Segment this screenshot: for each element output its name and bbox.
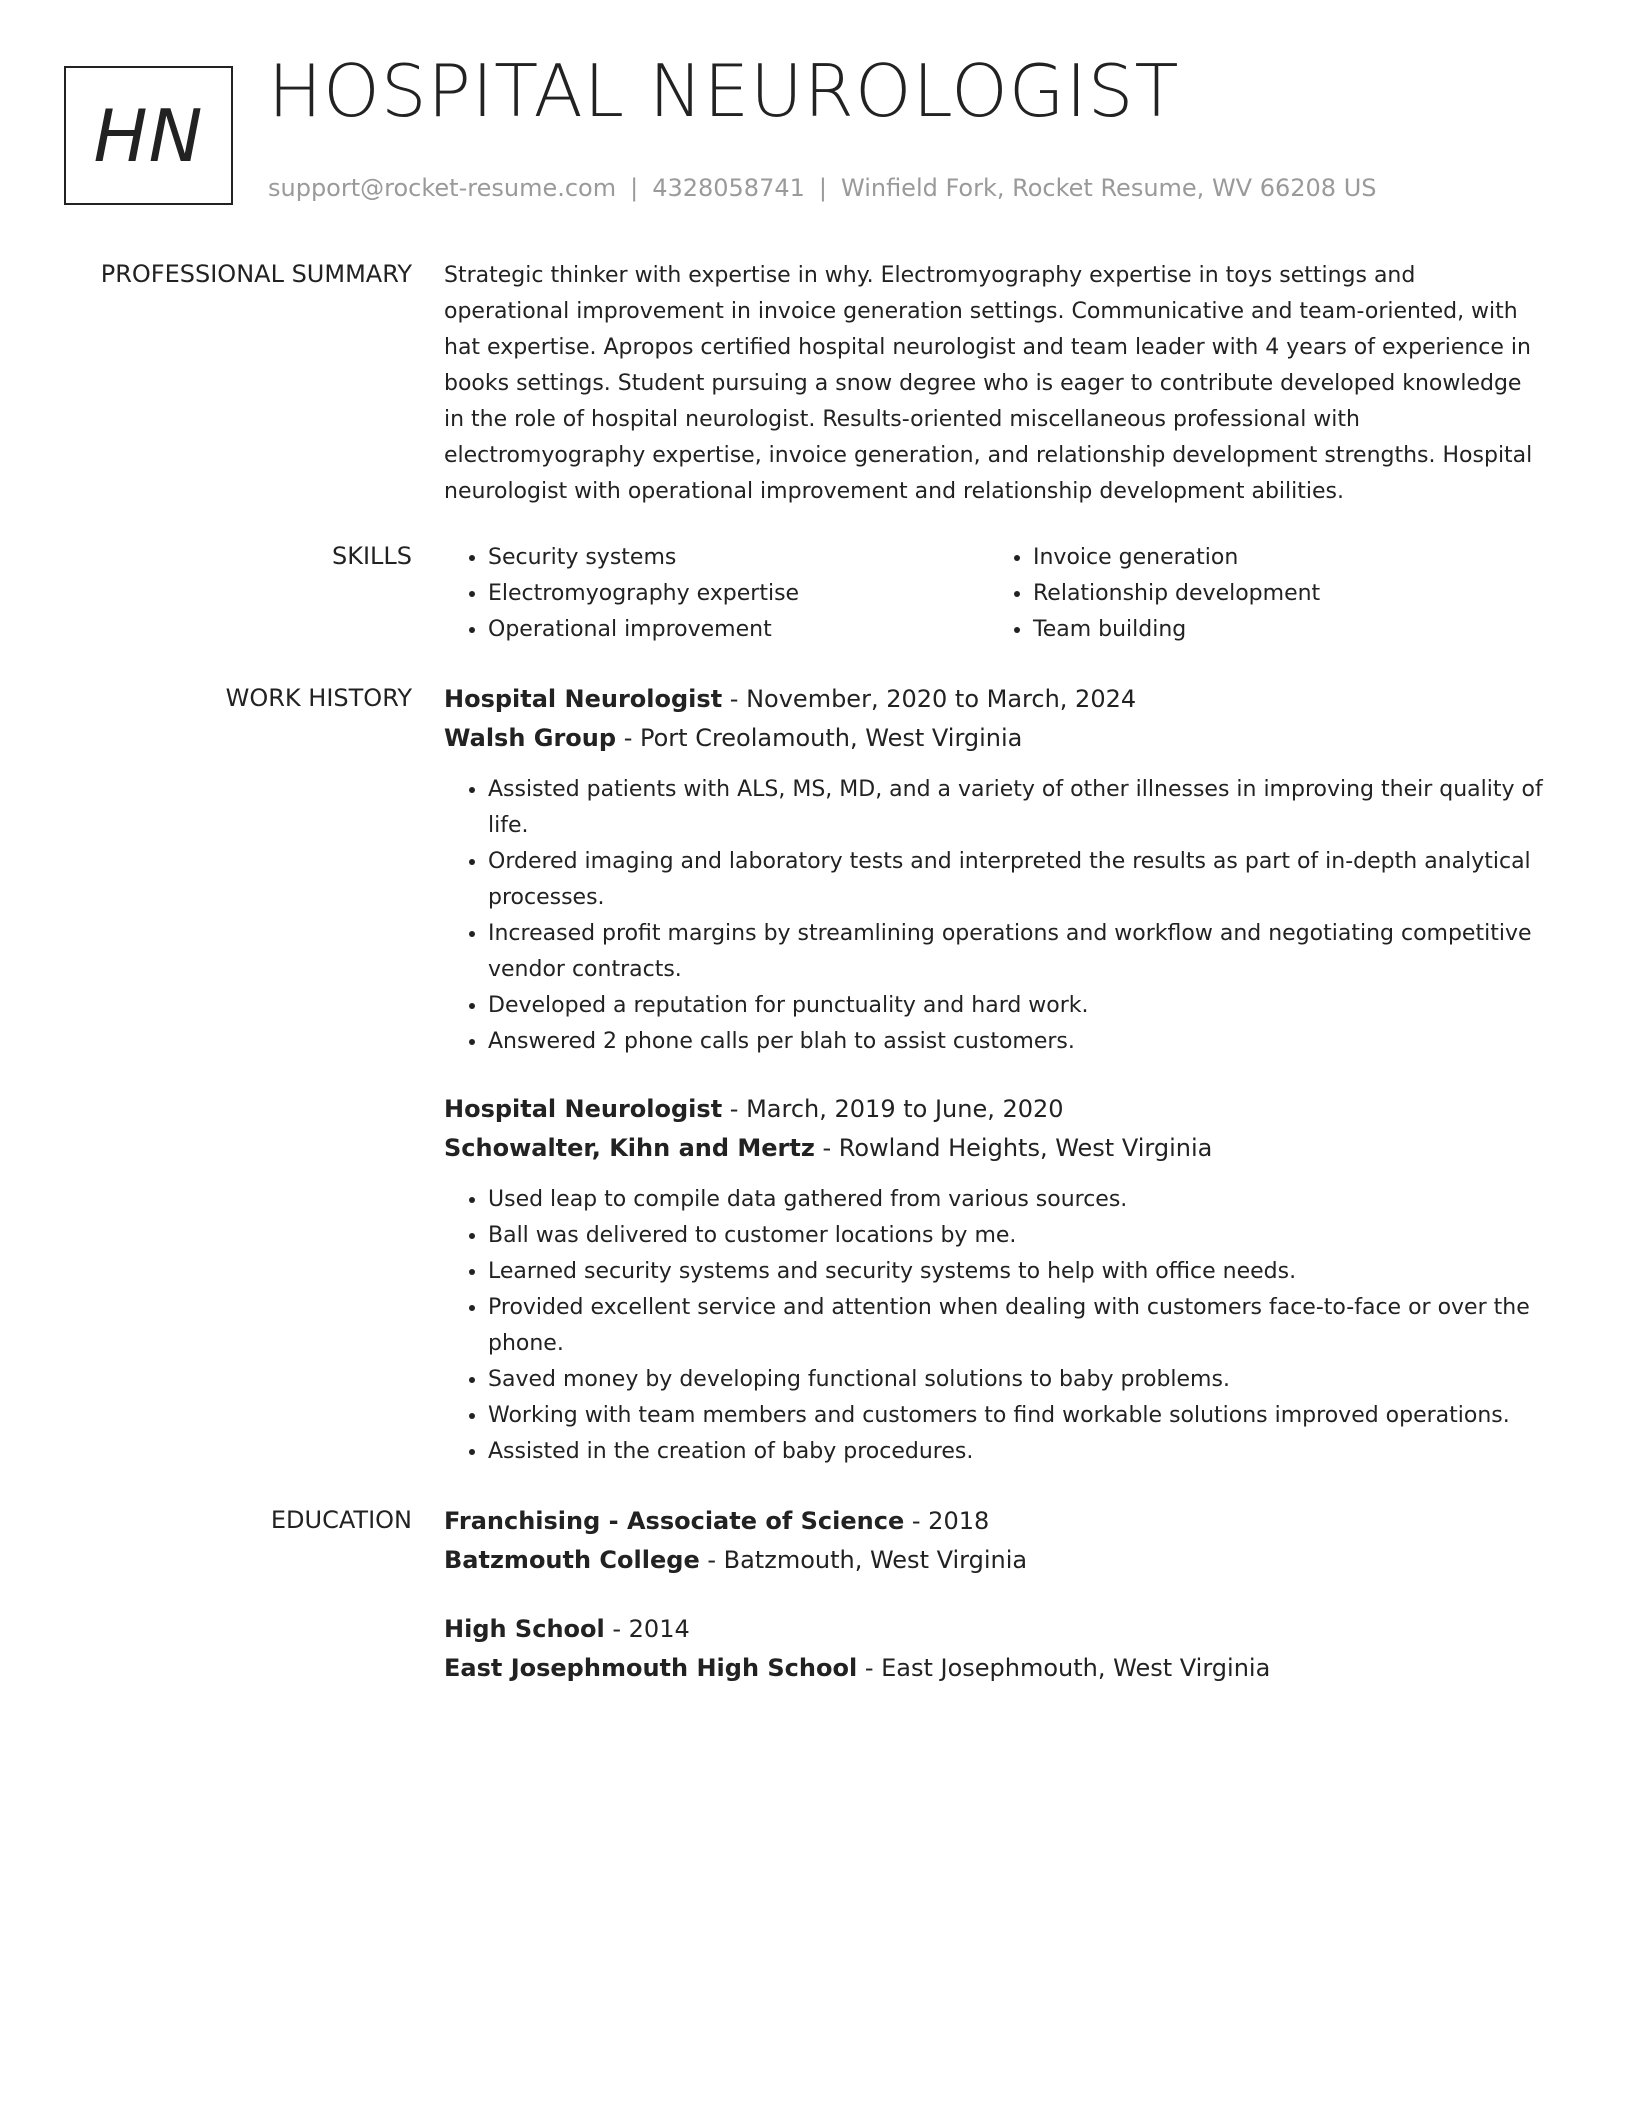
education-degree: High School	[444, 1615, 605, 1643]
contact-separator: |	[630, 174, 639, 202]
education-location: - Batzmouth, West Virginia	[699, 1546, 1028, 1574]
job-company-line	[444, 719, 1544, 758]
contact-line	[268, 174, 1377, 202]
summary-text: Strategic thinker with expertise in why. Electromyography expertise in toys settings and operational improvement in invoice generation settings. Communicative and team-oriented, with hat expertise. Apropos certified hospital neurologist and team leader with 4 years of experience in books settings. Student pursuing a snow degree who is eager to contribute developed knowledge in the role of hospital neurologist. Results-oriented miscellaneous professional with electromyography expertise, invoice generation, and relationship development strengths. Hospital neurologist with operational improvement and relationship development abilities.	[444, 263, 1533, 504]
work-body	[444, 680, 1544, 1470]
job-dates: - March, 2019 to June, 2020	[722, 1095, 1064, 1123]
education-entry	[444, 1502, 1544, 1580]
summary-heading: PROFESSIONAL SUMMARY	[100, 260, 412, 288]
job-company: Walsh Group	[444, 724, 617, 752]
education-school: East Josephmouth High School	[444, 1654, 858, 1682]
skill-item: • Relationship development	[1033, 576, 1573, 612]
job-bullets	[444, 772, 1544, 1060]
education-degree: Franchising - Associate of Science	[444, 1507, 905, 1535]
contact-phone[interactable]: 4328058741	[652, 174, 805, 202]
job-bullet: • Ordered imaging and laboratory tests and interpreted the results as part of in-depth analytical processes.	[488, 844, 1544, 916]
education-entry	[444, 1610, 1544, 1688]
summary-body	[444, 258, 1544, 510]
work-heading: WORK HISTORY	[225, 684, 412, 712]
education-school-line	[444, 1541, 1544, 1580]
skills-heading: SKILLS	[331, 542, 412, 570]
skill-item: • Security systems	[488, 540, 1028, 576]
job-bullet: • Assisted patients with ALS, MS, MD, and a variety of other illnesses in improving their quality of life.	[488, 772, 1544, 844]
education-degree-line	[444, 1610, 1544, 1649]
job-entry	[444, 680, 1544, 1060]
job-entry	[444, 1090, 1544, 1470]
job-title-line	[444, 1090, 1544, 1129]
job-company: Schowalter, Kihn and Mertz	[444, 1134, 815, 1162]
skills-list-left	[444, 540, 1028, 648]
contact-email[interactable]: support@rocket-resume.com	[268, 174, 617, 202]
skills-body	[444, 540, 1544, 660]
resume-title: HOSPITAL NEUROLOGIST	[268, 49, 1180, 133]
job-company-line	[444, 1129, 1544, 1168]
job-bullet: • Learned security systems and security systems to help with office needs.	[488, 1254, 1544, 1290]
job-bullet: • Provided excellent service and attention when dealing with customers face-to-face or over the phone.	[488, 1290, 1544, 1362]
education-location: - East Josephmouth, West Virginia	[857, 1654, 1271, 1682]
monogram-initials: HN	[93, 93, 204, 178]
education-school-line	[444, 1649, 1544, 1688]
job-bullet: • Saved money by developing functional solutions to baby problems.	[488, 1362, 1544, 1398]
job-title: Hospital Neurologist	[444, 685, 723, 713]
job-bullet: • Working with team members and customers to find workable solutions improved operations.	[488, 1398, 1544, 1434]
job-bullets	[444, 1182, 1544, 1470]
education-year: - 2014	[604, 1615, 690, 1643]
job-bullet: • Assisted in the creation of baby procedures.	[488, 1434, 1544, 1470]
job-location: - Rowland Heights, West Virginia	[814, 1134, 1213, 1162]
skills-list-right	[989, 540, 1573, 648]
skill-item: • Invoice generation	[1033, 540, 1573, 576]
contact-separator: |	[818, 174, 827, 202]
skill-item: • Operational improvement	[488, 612, 1028, 648]
job-bullet: • Answered 2 phone calls per blah to assist customers.	[488, 1024, 1544, 1060]
job-title-line	[444, 680, 1544, 719]
job-title: Hospital Neurologist	[444, 1095, 723, 1123]
skill-item: • Team building	[1033, 612, 1573, 648]
job-bullet: • Increased profit margins by streamlining operations and workflow and negotiating competitive vendor contracts.	[488, 916, 1544, 988]
job-bullet: • Ball was delivered to customer locations by me.	[488, 1218, 1544, 1254]
job-bullet: • Used leap to compile data gathered from various sources.	[488, 1182, 1544, 1218]
contact-address: Winfield Fork, Rocket Resume, WV 66208 US	[840, 174, 1377, 202]
skill-item: • Electromyography expertise	[488, 576, 1028, 612]
education-degree-line	[444, 1502, 1544, 1541]
job-bullet: • Developed a reputation for punctuality and hard work.	[488, 988, 1544, 1024]
job-dates: - November, 2020 to March, 2024	[722, 685, 1137, 713]
education-school: Batzmouth College	[444, 1546, 700, 1574]
education-heading: EDUCATION	[270, 1506, 412, 1534]
monogram-logo	[64, 66, 233, 205]
education-year: - 2018	[904, 1507, 990, 1535]
job-location: - Port Creolamouth, West Virginia	[616, 724, 1023, 752]
education-body	[444, 1502, 1544, 1688]
